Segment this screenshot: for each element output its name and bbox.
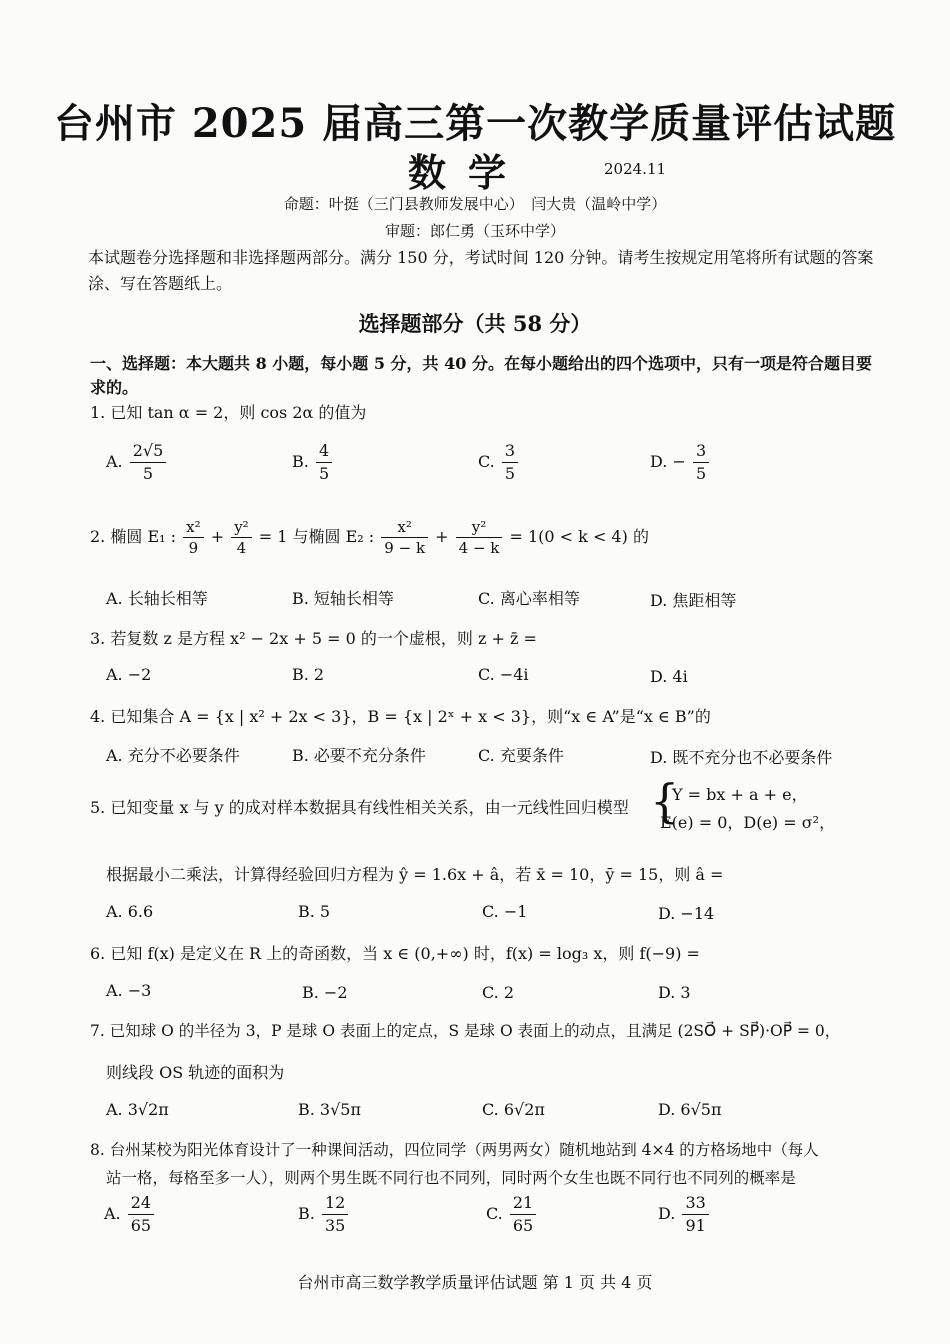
q7-option-a: A. 3√2π: [106, 1100, 169, 1119]
q8-option-c-label: C.: [486, 1204, 503, 1223]
exam-title: 台州市 2025 届高三第一次教学质量评估试题: [53, 100, 897, 147]
q8-option-a: [104, 1192, 156, 1237]
question-5-stem: 5. 已知变量 x 与 y 的成对样本数据具有线性相关关系，由一元线性回归模型: [90, 798, 629, 817]
q1-option-a-label: A.: [106, 452, 123, 471]
q1-d-numerator: 3: [693, 440, 709, 463]
q5-option-a: A. 6.6: [106, 902, 154, 921]
q3-option-c: C. −4i: [478, 665, 529, 684]
q1-option-d: [650, 440, 711, 485]
question-8-stem: 8. 台州某校为阳光体育设计了一种课间活动，四位同学（两男两女）随机地站到 4×4 的方格场地中（每人: [90, 1141, 819, 1159]
q5-option-d: D. −14: [658, 904, 715, 923]
q7-option-c: C. 6√2π: [482, 1100, 545, 1119]
q1-option-c: [478, 440, 520, 485]
q6-option-a: A. −3: [106, 981, 152, 1000]
q4-option-d: D. 既不充分也不必要条件: [650, 748, 833, 767]
q1-option-d-label: D. −: [650, 452, 686, 471]
q3-option-d: D. 4i: [650, 667, 688, 686]
question-1-stem: 1. 已知 tan α = 2，则 cos 2α 的值为: [90, 403, 367, 422]
q8-option-d: [658, 1192, 711, 1237]
q1-c-denominator: 5: [504, 464, 516, 483]
q4-option-b: B. 必要不充分条件: [292, 746, 426, 765]
q8-c-numerator: 21: [510, 1192, 536, 1215]
question-8-stem-2: 站一格，每格至多一人），则两个男生既不同行也不同列，同时两个女生也既不同行也不同列的概率是: [106, 1169, 796, 1187]
q8-c-denominator: 65: [512, 1216, 534, 1235]
q1-option-c-label: C.: [478, 452, 495, 471]
q2-option-d: D. 焦距相等: [650, 591, 737, 610]
q2-frac4-den: 4 − k: [458, 539, 500, 557]
q8-option-b-label: B.: [298, 1204, 315, 1223]
q8-d-numerator: 33: [682, 1192, 708, 1215]
reviewer-line: 审题：郎仁勇（玉环中学）: [384, 222, 565, 240]
q5-model-line-2: E(e) = 0，D(e) = σ²，: [660, 813, 836, 832]
q3-option-a: A. −2: [106, 665, 152, 684]
q4-option-a: A. 充分不必要条件: [106, 746, 240, 765]
q2-frac3-num: x²: [381, 517, 428, 538]
q8-b-numerator: 12: [322, 1192, 348, 1215]
question-2-stem: [90, 517, 649, 558]
q2-frac4-num: y²: [456, 517, 503, 538]
page-footer: 台州市高三数学教学质量评估试题 第 1 页 共 4 页: [297, 1273, 653, 1292]
q5-option-b: B. 5: [298, 902, 331, 921]
q6-option-c: C. 2: [482, 983, 515, 1002]
section-title: 选择题部分（共 58 分）: [358, 311, 592, 336]
q1-option-b-label: B.: [292, 452, 309, 471]
exam-instructions: 本试题卷分选择题和非选择题两部分。满分 150 分，考试时间 120 分钟。请考生按规定用笔将所有试题的答案涂、写在答题纸上。: [88, 248, 874, 293]
q2-suffix: = 1(0 < k < 4) 的: [509, 527, 649, 546]
q2-frac2-num: y²: [231, 517, 252, 538]
question-7-stem: 7. 已知球 O 的半径为 3，P 是球 O 表面上的定点，S 是球 O 表面上的动点，且满足 (2SO⃗ + SP⃗)·OP⃗ = 0，: [90, 1022, 841, 1040]
authors-line: 命题：叶挺（三门县教师发展中心） 闫大贵（温岭中学）: [283, 195, 667, 213]
q1-b-denominator: 5: [318, 464, 330, 483]
q1-option-a: [106, 440, 168, 485]
subject-title: 数学: [408, 150, 529, 195]
question-4-stem: 4. 已知集合 A = {x | x² + 2x < 3}，B = {x | 2ˣ + x < 3}，则“x ∈ A”是“x ∈ B”的: [90, 707, 711, 726]
q2-option-b: B. 短轴长相等: [292, 589, 394, 608]
q5-brace: {: [650, 774, 680, 828]
q8-b-denominator: 35: [324, 1216, 346, 1235]
q8-option-c: [486, 1192, 538, 1237]
q2-plus-2: +: [435, 527, 449, 546]
q2-plus-1: +: [210, 527, 225, 546]
q6-option-d: D. 3: [658, 983, 691, 1002]
q3-option-b: B. 2: [292, 665, 325, 684]
q1-a-denominator: 5: [142, 464, 154, 483]
q5-model-line-1: Y = bx + a + e，: [672, 785, 808, 804]
section-heading: 一、选择题：本大题共 8 小题，每小题 5 分，共 40 分。在每小题给出的四个选项中，只有一项是符合题目要求的。: [90, 354, 872, 397]
q8-option-b: [298, 1192, 350, 1237]
q8-a-numerator: 24: [128, 1192, 154, 1215]
question-3-stem: 3. 若复数 z 是方程 x² − 2x + 5 = 0 的一个虚根，则 z + z̄ =: [90, 629, 537, 648]
q1-d-denominator: 5: [695, 464, 707, 483]
q4-option-c: C. 充要条件: [478, 746, 564, 765]
question-7-stem-2: 则线段 OS 轨迹的面积为: [106, 1063, 285, 1082]
q2-option-a: A. 长轴长相等: [106, 589, 208, 608]
q5-option-c: C. −1: [482, 902, 528, 921]
q2-option-c: C. 离心率相等: [478, 589, 580, 608]
q1-c-numerator: 3: [502, 440, 518, 463]
q2-frac2-den: 4: [236, 539, 247, 557]
q8-option-a-label: A.: [104, 1204, 121, 1223]
q6-option-b: B. −2: [302, 983, 348, 1002]
question-5-stem-2: 根据最小二乘法，计算得经验回归方程为 ŷ = 1.6x + â，若 x̄ = 10，ȳ = 15，则 â =: [106, 865, 724, 884]
question-6-stem: 6. 已知 f(x) 是定义在 R 上的奇函数，当 x ∈ (0,+∞) 时，f(x) = log₃ x，则 f(−9) =: [90, 944, 700, 963]
q2-middle: = 1 与椭圆 E₂ :: [258, 527, 375, 546]
q8-option-d-label: D.: [658, 1204, 676, 1223]
q8-a-denominator: 65: [130, 1216, 152, 1235]
q7-option-d: D. 6√5π: [658, 1100, 722, 1119]
q1-a-numerator: 2√5: [130, 440, 167, 463]
q2-frac3-den: 9 − k: [384, 539, 426, 557]
q2-frac1-den: 9: [188, 539, 199, 557]
q2-frac1-num: x²: [183, 517, 203, 538]
q1-b-numerator: 4: [316, 440, 332, 463]
q1-option-b: [292, 440, 334, 485]
q2-prefix: 2. 椭圆 E₁ :: [90, 527, 177, 546]
exam-date: 2024.11: [604, 160, 667, 178]
q8-d-denominator: 91: [685, 1216, 706, 1235]
q7-option-b: B. 3√5π: [298, 1100, 361, 1119]
